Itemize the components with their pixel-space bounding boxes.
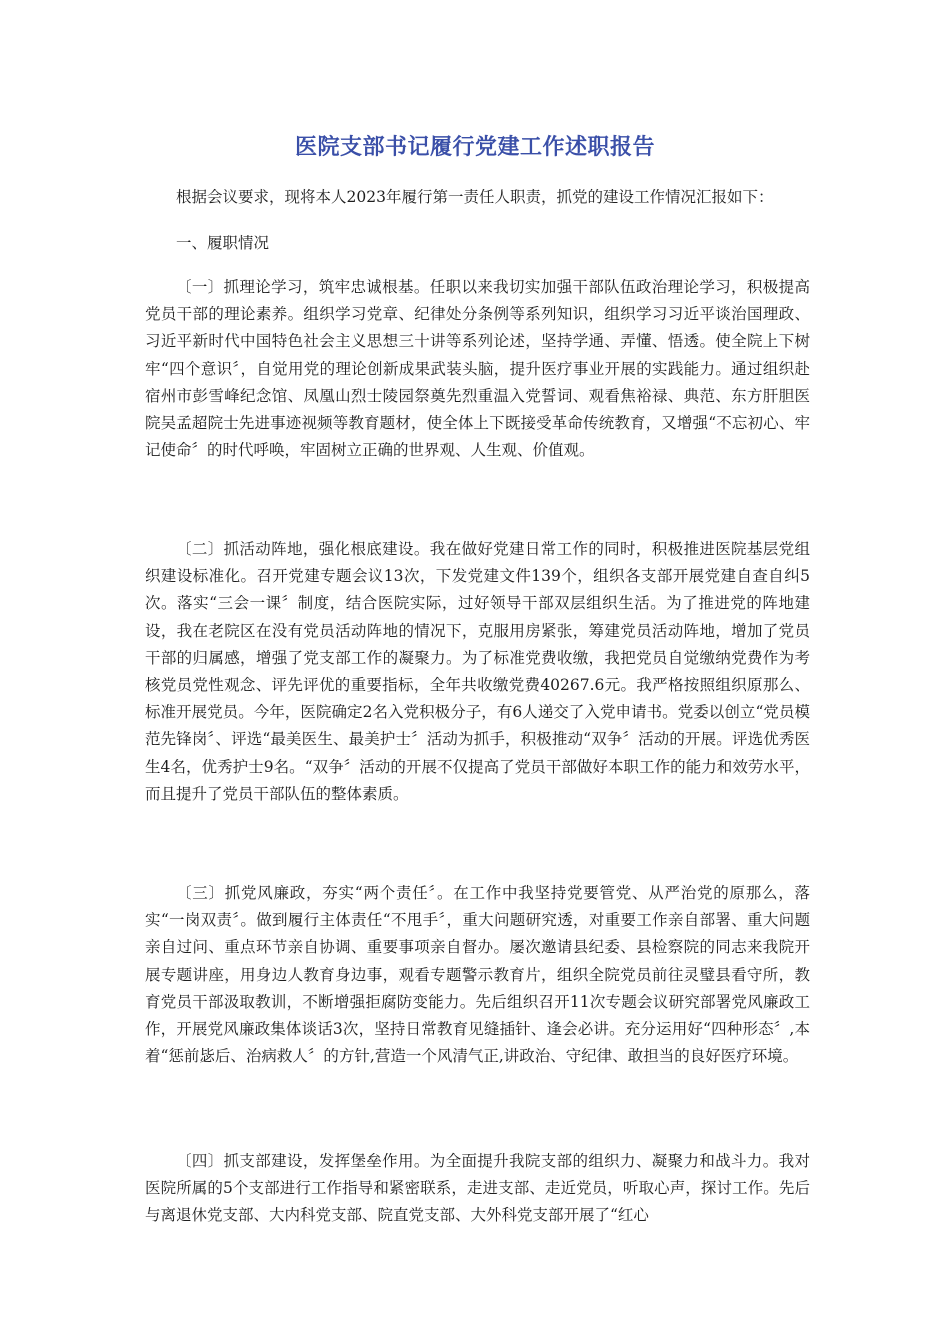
- intro-paragraph: 根据会议要求，现将本人2023年履行第一责任人职责，抓党的建设工作情况汇报如下：: [176, 188, 774, 206]
- paragraph-clean-governance: 〔三〕抓党风廉政，夯实“两个责任〞。在工作中我坚持党要管党、从严治党的原那么，落实“一岗双责〞。做到履行主体责任“不甩手〞，重大问题研究透，对重要工作亲自部署、重大问题亲自过问、重点环节亲自协调、重要事项亲自督办。屡次邀请县纪委、县检察院的同志来我院开展专题讲座，用身边人教育身边事，观看专题警示教育片，组织全院党员前往灵璧县看守所，教育党员干部汲取教训，不断增强拒腐防变能力。先后组织召开11次专题会议研究部署党风廉政工作，开展党风廉政集体谈话3次，坚持日常教育见缝插针、逢会必讲。充分运用好“四种形态〞,本着“惩前毖后、治病救人〞的方针,营造一个风清气正,讲政治、守纪律、敢担当的良好医疗环境。: [145, 884, 810, 1066]
- paragraph-branch-building: 〔四〕抓支部建设，发挥堡垒作用。为全面提升我院支部的组织力、凝聚力和战斗力。我对医院所属的5个支部进行工作指导和紧密联系，走进支部、走近党员，听取心声，探讨工作。先后与离退休党支部、大内科党支部、院直党支部、大外科党支部开展了“红心: [145, 1152, 810, 1225]
- document-title: 医院支部书记履行党建工作述职报告: [294, 135, 655, 160]
- paragraph-theory-study: 〔一〕抓理论学习，筑牢忠诚根基。任职以来我切实加强干部队伍政治理论学习，积极提高党员干部的理论素养。组织学习党章、纪律处分条例等系列知识，组织学习习近平谈治国理政、习近平新时代中国特色社会主义思想三十讲等系列论述，坚持学通、弄懂、悟透。使全院上下树牢“四个意识〞，自觉用党的理论创新成果武装头脑，提升医疗事业开展的实践能力。通过组织赴宿州市彭雪峰纪念馆、凤凰山烈士陵园祭奠先烈重温入党誓词、观看焦裕禄、典范、东方肝胆医院吴孟超院士先进事迹视频等教育题材，使全体上下既接受革命传统教育，又增强“不忘初心、牢记使命〞的时代呼唤，牢固树立正确的世界观、人生观、价值观。: [145, 278, 810, 460]
- section-heading: 一、履职情况: [176, 234, 270, 252]
- paragraph-activity-base: 〔二〕抓活动阵地，强化根底建设。我在做好党建日常工作的同时，积极推进医院基层党组织建设标准化。召开党建专题会议13次，下发党建文件139个，组织各支部开展党建自查自纠5次。落实“三会一课〞制度，结合医院实际，过好领导干部双层组织生活。为了推进党的阵地建设，我在老院区在没有党员活动阵地的情况下，克服用房紧张，筹建党员活动阵地，增加了党员干部的归属感，增强了党支部工作的凝聚力。为了标准党费收缴，我把党员自觉缴纳党费作为考核党员党性观念、评先评优的重要指标，全年共收缴党费40267.6元。我严格按照组织原那么、标准开展党员。今年，医院确定2名入党积极分子，有6人递交了入党申请书。党委以创立“党员模范先锋岗〞、评选“最美医生、最美护士〞活动为抓手，积极推动“双争〞活动的开展。评选优秀医生4名，优秀护士9名。“双争〞活动的开展不仅提高了党员干部做好本职工作的能力和效劳水平，而且提升了党员干部队伍的整体素质。: [145, 540, 810, 803]
